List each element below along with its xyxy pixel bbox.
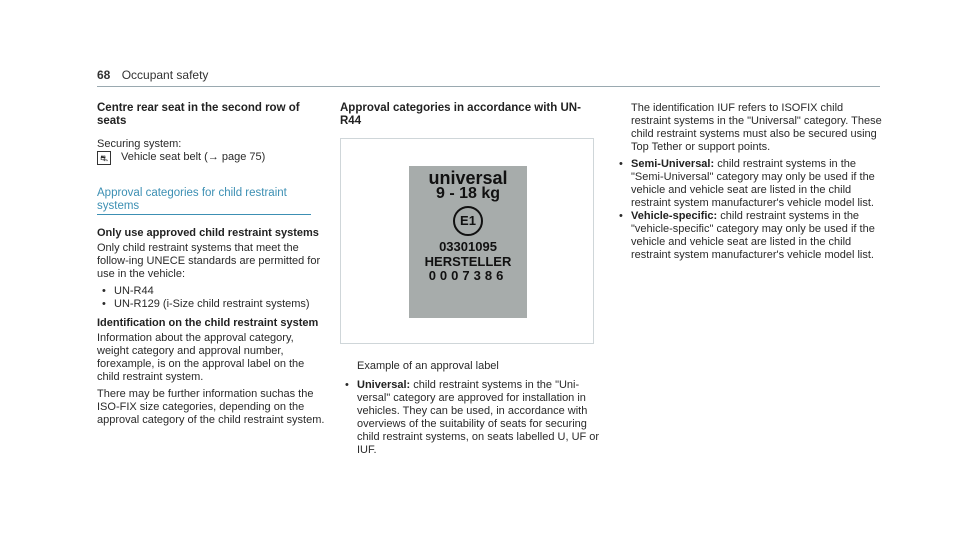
list-item — [614, 210, 882, 262]
subheading-identification: Identification on the child restraint system — [97, 317, 319, 329]
section-heading: Centre rear seat in the second row of seats — [97, 102, 300, 127]
seat-belt-row — [97, 151, 327, 165]
term: Vehicle-specific: — [631, 210, 718, 222]
section-heading: Approval categories in accordance with UN-R44 — [340, 102, 581, 127]
label-manufacturer: HERSTELLER — [424, 254, 512, 269]
list-item: • UN-R129 (i-Size child restraint systems) — [97, 298, 327, 311]
label-weight: 9 - 18 kg — [435, 185, 501, 202]
page-header — [97, 68, 208, 82]
approval-label-figure — [340, 138, 594, 344]
term-description: child restraint systems in the "Semi-Universal" category may only be used if the vehicle and vehicle seat are listed in the child restraint system manufacturer's vehicle model list. — [631, 158, 875, 209]
paragraph: The identification IUF refers to ISOFIX child restraint systems in the "Universal" category. These child restraint systems must also be secured using Top Tether or support points. — [631, 102, 882, 153]
securing-label: Securing system: — [97, 138, 182, 150]
category-list — [340, 379, 600, 457]
label-serial: 0007386 — [428, 268, 508, 283]
label-category: universal — [428, 168, 508, 188]
term-description: child restraint systems in the "vehicle-specific" category may only be used if the vehicle and vehicle seat are listed in the child restraint system manufacturer's vehicle model list. — [631, 210, 875, 261]
column-right — [614, 102, 882, 268]
list-item: • UN-R44 — [97, 285, 327, 298]
paragraph: There may be further information suchas the ISO-FIX size categories, depending on the approval category of the child restraint system. — [97, 388, 325, 426]
e-mark-icon: E1 — [453, 206, 483, 236]
category-list — [614, 158, 882, 262]
subheading-approved: Only use approved child restraint systems — [97, 227, 319, 239]
term: Universal: — [357, 379, 411, 391]
header-divider — [97, 86, 880, 87]
term: Semi-Universal: — [631, 158, 715, 170]
approval-label-image — [409, 166, 527, 318]
column-middle — [340, 102, 600, 463]
page-number: 68 — [97, 68, 111, 82]
column-left — [97, 102, 327, 427]
term-description: child restraint systems in the "Uni-versal" category are approved for installation in vehicles. They can be used, in accordance with overviews of the suitability of seats for securing child restraint systems, on seats labelled U, UF or IUF. — [357, 379, 600, 456]
standards-list — [97, 285, 327, 311]
label-approval-number: 03301095 — [439, 239, 497, 254]
section-title: Occupant safety — [121, 68, 209, 82]
figure-caption: Example of an approval label — [357, 360, 499, 372]
seat-belt-text[interactable]: Vehicle seat belt (→ page 75) — [121, 151, 266, 163]
paragraph: Only child restraint systems that meet the follow-ing UNECE standards are permitted for use in the vehicle: — [97, 242, 321, 280]
seat-belt-icon: ⛐ — [97, 151, 111, 165]
list-item — [340, 379, 600, 457]
approval-categories-link[interactable]: Approval categories for child restraint systems — [97, 187, 311, 215]
paragraph: Information about the approval category, weight category and approval number, forexample, is on the approval label on the child restraint system. — [97, 332, 305, 383]
list-item — [614, 158, 882, 210]
